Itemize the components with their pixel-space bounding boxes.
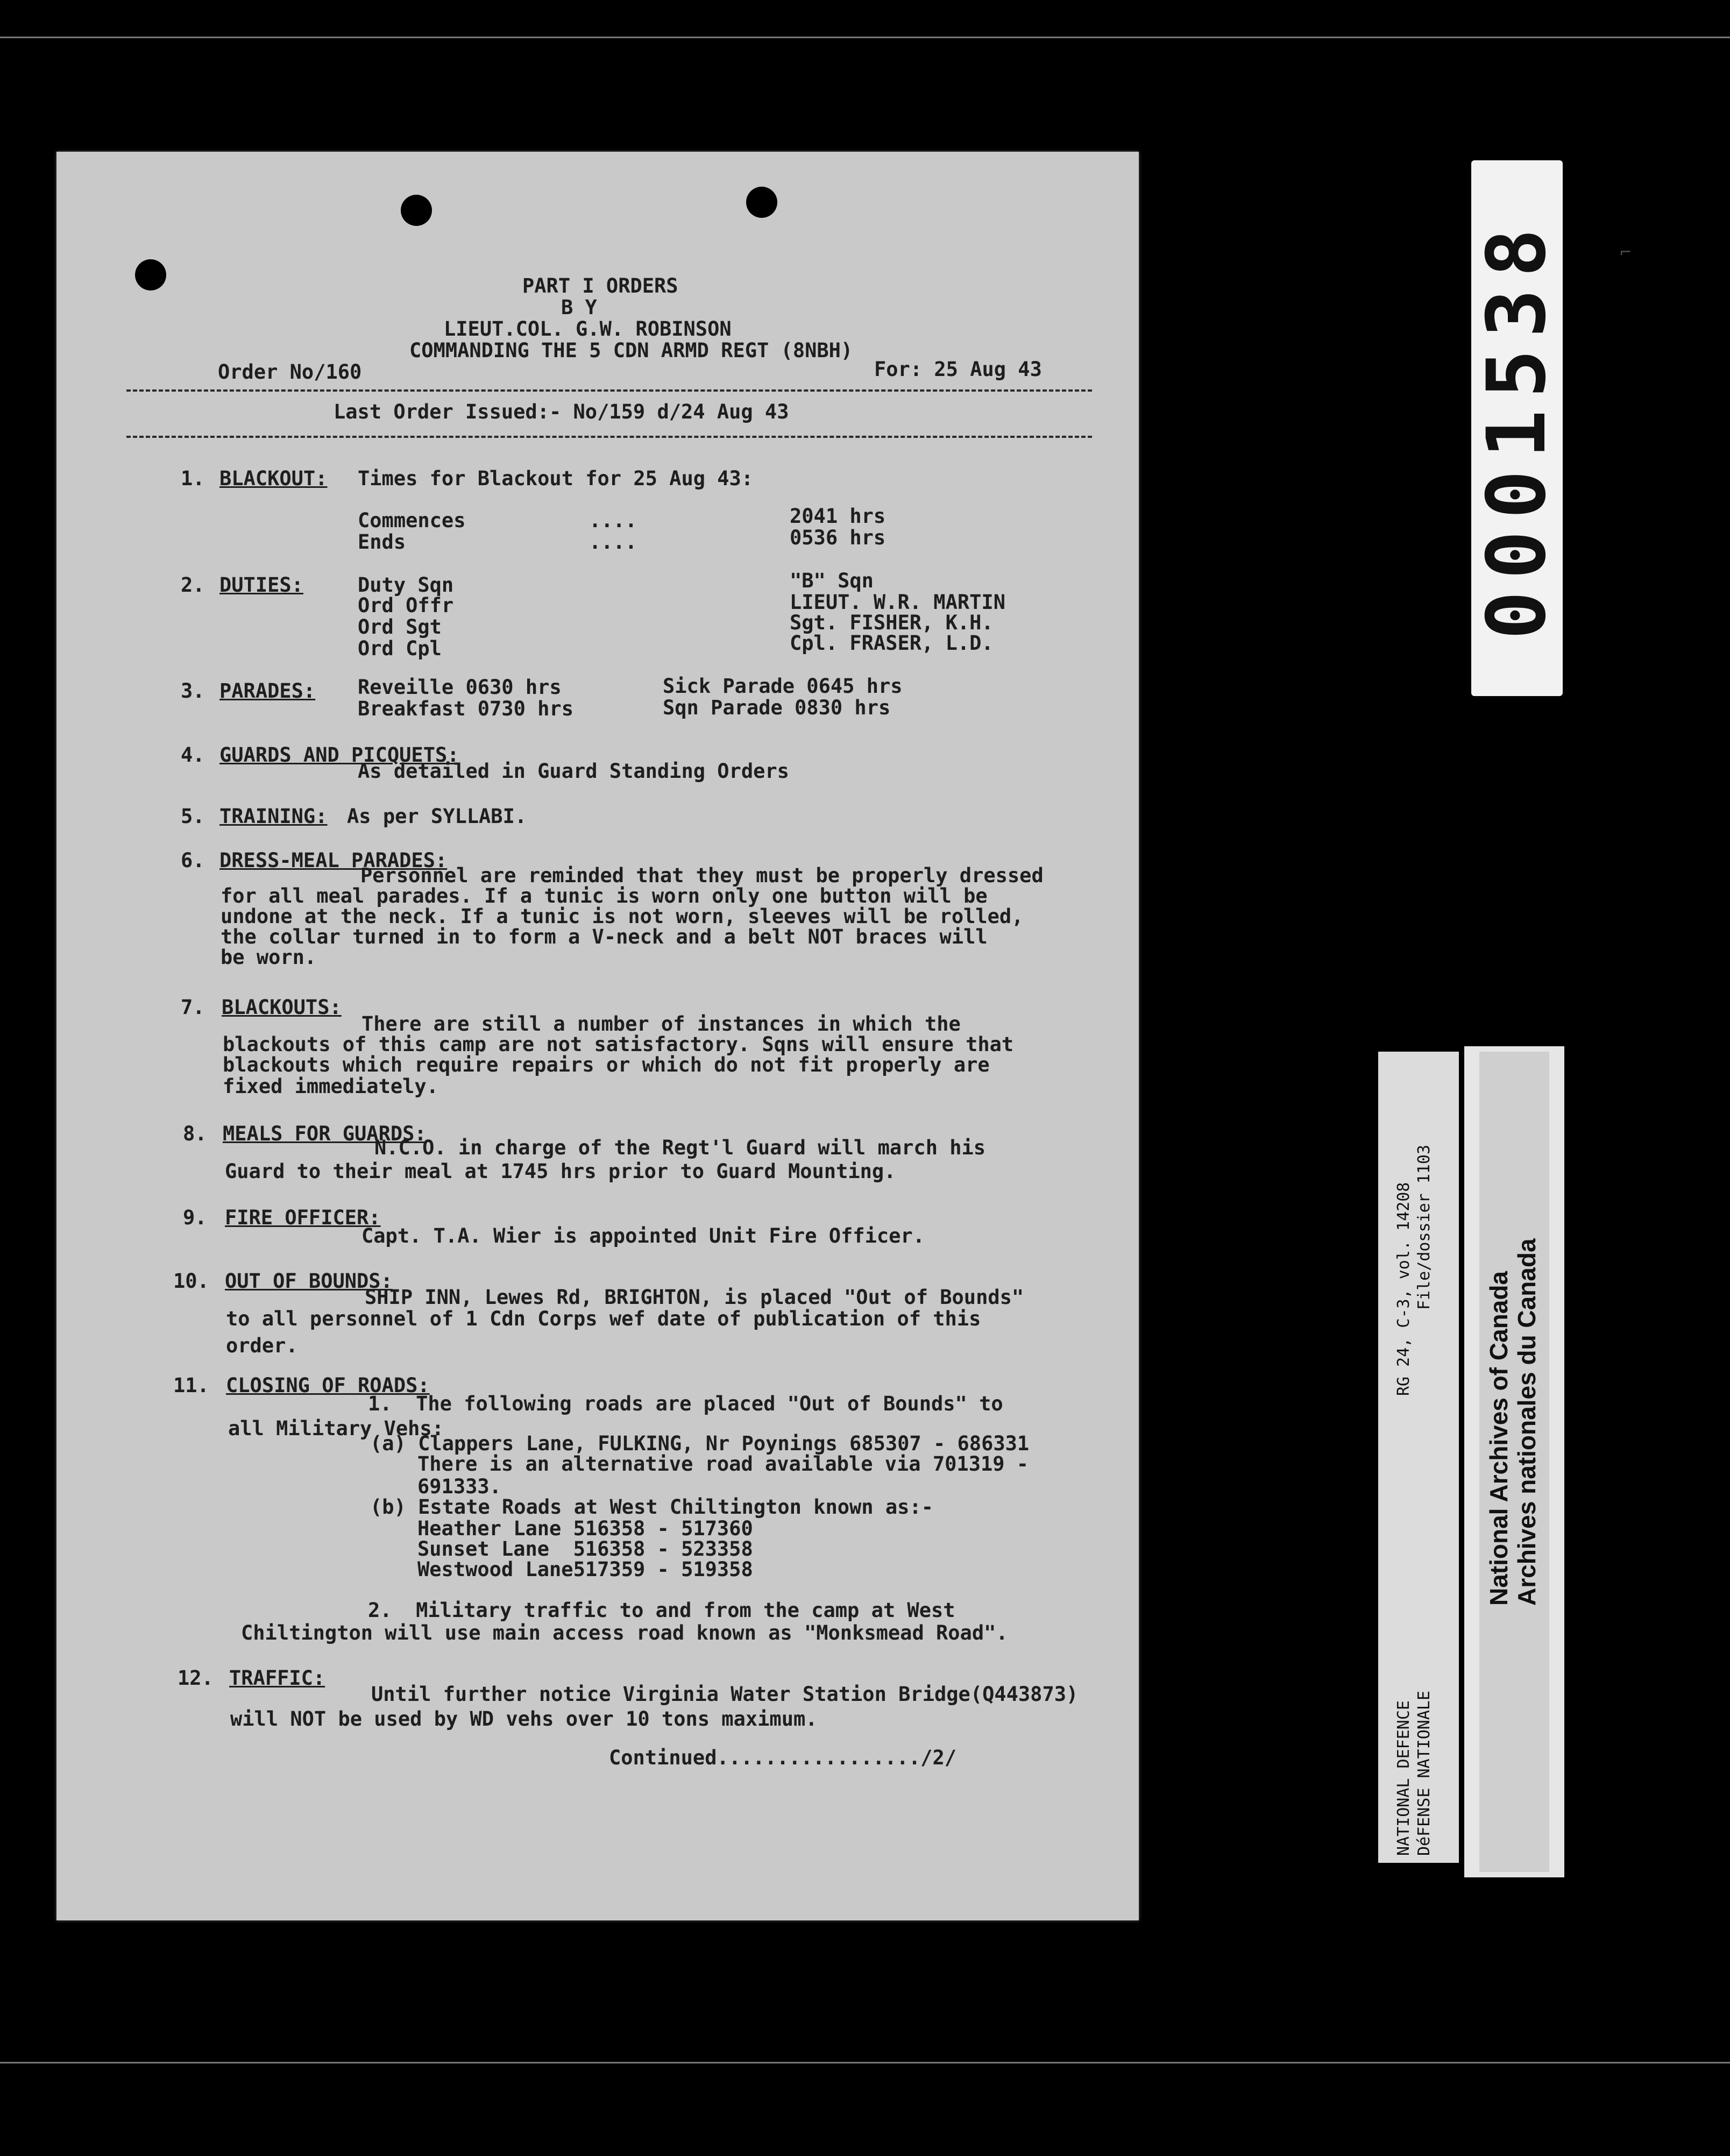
item-text: Chiltington will use main access road known as "Monksmead Road". [241, 1621, 1008, 1644]
archive-reference: RG 24, C-3, vol. 14208 [1394, 1182, 1413, 1396]
item-number: 8. [183, 1122, 207, 1145]
blackout-dots: .... [589, 530, 637, 554]
item-text: 1. The following roads are placed "Out of Bounds" to [368, 1392, 1003, 1415]
item-text: (b) Estate Roads at West Chiltington known as:- [370, 1495, 933, 1519]
item-text: N.C.O. in charge of the Regt'l Guard will march his [374, 1136, 986, 1159]
item-text: fixed immediately. [223, 1075, 438, 1098]
item-text: (a) Clappers Lane, FULKING, Nr Poynings 685307 - 686331 [370, 1432, 1030, 1455]
doc-title: PART I ORDERS [522, 274, 678, 297]
item-number: 5. [181, 805, 205, 828]
last-order-issued: Last Order Issued:- No/159 d/24 Aug 43 [334, 400, 789, 423]
item-text: be worn. [221, 946, 317, 969]
item-heading-parades: PARADES: [219, 679, 316, 703]
item-heading-fire: FIRE OFFICER: [225, 1206, 381, 1229]
item-text: the collar turned in to form a V-neck and a belt NOT braces will [221, 925, 988, 948]
archive-file: File/dossier 1103 [1415, 1144, 1434, 1310]
duty-label: Ord Offr [358, 594, 454, 617]
doc-by: B Y [561, 296, 597, 319]
item-text: Until further notice Virginia Water Station Bridge(Q443873) [371, 1683, 1079, 1706]
punch-hole [135, 259, 166, 290]
punch-hole [746, 187, 777, 218]
item-text: 2. Military traffic to and from the camp at West [368, 1599, 955, 1622]
order-number: Order No/160 [218, 360, 362, 384]
item-number: 9. [183, 1206, 207, 1229]
item-heading-training: TRAINING: [219, 805, 328, 828]
continued-note: Continued................./2/ [609, 1746, 957, 1769]
item-text: Times for Blackout for 25 Aug 43: [358, 467, 754, 490]
duty-label: Ord Sgt [358, 615, 442, 639]
duty-value: Cpl. FRASER, L.D. [790, 632, 994, 655]
item-text: undone at the neck. If a tunic is not worn, sleeves will be rolled, [221, 905, 1024, 928]
parade-time: Breakfast 0730 hrs [358, 697, 573, 720]
item-heading-dress: DRESS-MEAL PARADES: [219, 849, 448, 872]
order-date: For: 25 Aug 43 [874, 358, 1042, 381]
item-text: Sunset Lane 516358 - 523358 [417, 1537, 753, 1561]
item-text: blackouts which require repairs or which do not fit properly are [223, 1053, 990, 1076]
dept-french: DéFENSE NATIONALE [1415, 1690, 1434, 1856]
item-text: As per SYLLABI. [347, 805, 527, 828]
duty-value: Sgt. FISHER, K.H. [790, 611, 994, 634]
item-heading-blackouts: BLACKOUTS: [222, 996, 342, 1019]
film-frame-bottom-line [0, 2062, 1730, 2063]
item-number: 12. [178, 1666, 214, 1690]
item-number: 1. [181, 467, 205, 490]
frame-number: 0001538 [1470, 216, 1564, 640]
divider-line [126, 436, 1092, 438]
item-text: As detailed in Guard Standing Orders [358, 760, 789, 783]
punch-hole [401, 195, 432, 226]
commanding-line: COMMANDING THE 5 CDN ARMD REGT (8NBH) [409, 339, 853, 362]
item-text: Westwood Lane517359 - 519358 [417, 1558, 753, 1581]
item-number: 11. [173, 1374, 209, 1397]
blackout-time: 0536 hrs [790, 526, 886, 549]
item-heading-roads: CLOSING OF ROADS: [226, 1374, 430, 1397]
item-heading-duties: DUTIES: [219, 573, 303, 597]
item-number: 4. [181, 743, 205, 767]
item-text: 691333. [417, 1475, 501, 1498]
item-heading-meals: MEALS FOR GUARDS: [223, 1122, 427, 1145]
item-heading-guards: GUARDS AND PICQUETS: [219, 743, 459, 767]
blackout-dots: .... [589, 509, 637, 532]
nac-english: National Archives of Canada [1485, 1271, 1513, 1606]
item-text: SHIP INN, Lewes Rd, BRIGHTON, is placed "Out of Bounds" [365, 1286, 1024, 1309]
item-number: 2. [181, 573, 205, 597]
item-text: Guard to their meal at 1745 hrs prior to Guard Mounting. [225, 1160, 896, 1183]
officer-name: LIEUT.COL. G.W. ROBINSON [444, 317, 732, 341]
frame-number-label [1471, 160, 1563, 696]
parade-time: Reveille 0630 hrs [358, 676, 562, 699]
nac-french: Archives nationales du Canada [1513, 1238, 1541, 1606]
item-number: 10. [173, 1270, 209, 1293]
item-text: There is an alternative road available via 701319 - [417, 1452, 1029, 1476]
dept-english: NATIONAL DEFENCE [1394, 1700, 1413, 1856]
divider-line [126, 389, 1092, 392]
item-number: 6. [181, 849, 205, 872]
film-frame-top-line [0, 37, 1730, 38]
duty-value: "B" Sqn [790, 569, 874, 592]
reference-label [1378, 1052, 1459, 1863]
blackout-label: Commences [358, 509, 466, 532]
film-mark-icon: ⌐ [1619, 243, 1632, 261]
item-text: will NOT be used by WD vehs over 10 tons maximum. [230, 1707, 818, 1731]
item-text: There are still a number of instances in which the [361, 1012, 961, 1036]
parade-time: Sqn Parade 0830 hrs [663, 696, 891, 719]
item-text: all Military Vehs: [228, 1417, 444, 1440]
duty-value: LIEUT. W.R. MARTIN [790, 591, 1005, 614]
item-heading-blackout: BLACKOUT: [219, 467, 328, 490]
item-heading-bounds: OUT OF BOUNDS: [225, 1270, 393, 1293]
item-heading-traffic: TRAFFIC: [229, 1666, 325, 1690]
item-text: for all meal parades. If a tunic is worn only one button will be [221, 884, 988, 907]
item-text: Capt. T.A. Wier is appointed Unit Fire Officer. [361, 1224, 925, 1247]
archives-canada-label [1464, 1046, 1564, 1877]
blackout-time: 2041 hrs [790, 505, 886, 528]
item-number: 7. [181, 996, 205, 1019]
parade-time: Sick Parade 0645 hrs [663, 675, 903, 698]
duty-label: Duty Sqn [358, 573, 454, 597]
item-text: Heather Lane 516358 - 517360 [417, 1517, 753, 1540]
duty-label: Ord Cpl [358, 637, 442, 660]
blackout-label: Ends [358, 530, 406, 554]
item-text: to all personnel of 1 Cdn Corps wef date of publication of this [226, 1307, 981, 1330]
item-number: 3. [181, 679, 205, 703]
item-text: order. [226, 1334, 298, 1357]
item-text: Personnel are reminded that they must be properly dressed [360, 864, 1044, 887]
item-text: blackouts of this camp are not satisfactory. Sqns will ensure that [223, 1033, 1014, 1056]
